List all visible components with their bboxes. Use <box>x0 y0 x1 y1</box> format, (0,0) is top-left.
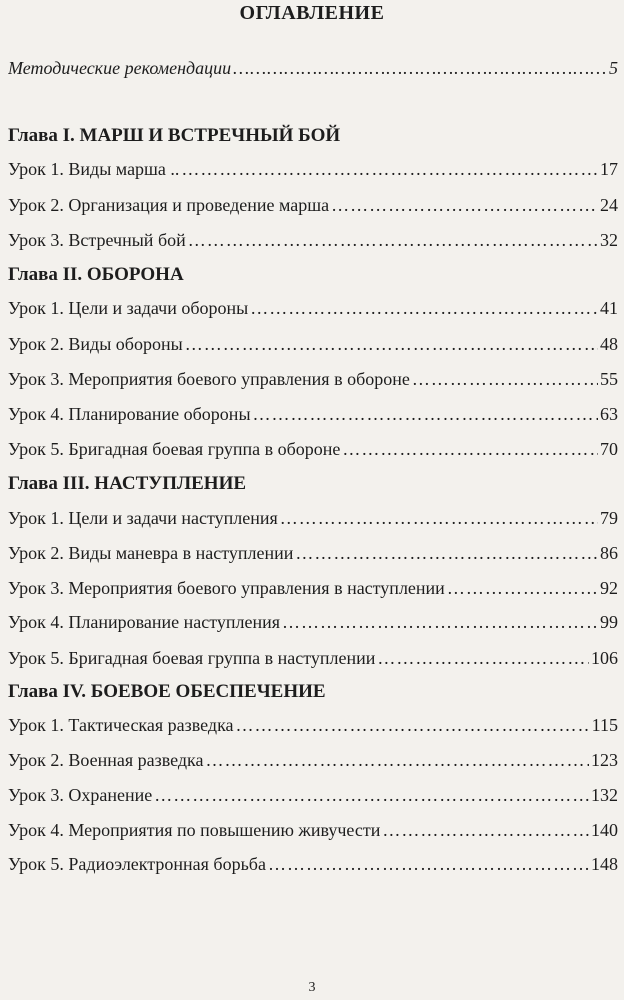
toc-entry-page: 140 <box>591 820 618 840</box>
chapter-heading-2: Глава II. ОБОРОНА <box>8 264 184 285</box>
dot-leader <box>236 715 590 736</box>
toc-entry[interactable] <box>8 439 618 465</box>
dot-leader <box>331 195 598 216</box>
toc-entry-label: Урок 5. Бригадная боевая группа в обороне <box>8 439 341 459</box>
toc-entry-label: Урок 3. Встречный бой <box>8 230 186 250</box>
toc-entry-page: 79 <box>600 508 618 528</box>
dot-leader <box>154 785 589 806</box>
toc-entry-page: 106 <box>591 648 618 668</box>
toc-entry-page: 132 <box>591 785 618 805</box>
chapter-heading-4: Глава IV. БОЕВОЕ ОБЕСПЕЧЕНИЕ <box>8 681 326 702</box>
toc-entry-page: 55 <box>600 369 618 389</box>
toc-entry[interactable] <box>8 715 618 741</box>
toc-entry-label: Урок 3. Мероприятия боевого управления в обороне <box>8 369 410 389</box>
toc-entry-label: Урок 4. Мероприятия по повышению живучести <box>8 820 381 840</box>
dot-leader <box>447 578 598 599</box>
dot-leader <box>342 439 598 460</box>
dot-leader <box>377 648 589 669</box>
toc-entry-label: Урок 2. Виды маневра в наступлении <box>8 543 294 563</box>
toc-entry-label: Урок 1. Цели и задачи обороны <box>8 298 249 318</box>
toc-entry-page: 99 <box>600 612 618 632</box>
toc-entry[interactable] <box>8 334 618 360</box>
toc-entry-label: Урок 3. Охранение <box>8 785 153 805</box>
toc-entry-page: 123 <box>591 750 618 770</box>
toc-entry[interactable] <box>8 298 618 324</box>
dot-leader <box>282 612 598 633</box>
dot-leader <box>188 230 598 251</box>
dot-leader <box>412 369 598 390</box>
toc-entry-label: Урок 5. Радиоэлектронная борьба <box>8 854 266 874</box>
toc-entry[interactable] <box>8 230 618 256</box>
toc-entry-page: 17 <box>600 159 618 179</box>
toc-entry-page: 148 <box>591 854 618 874</box>
dot-leader <box>253 404 598 425</box>
toc-entry[interactable] <box>8 612 618 638</box>
toc-entry[interactable] <box>8 404 618 430</box>
dot-leader <box>250 298 598 319</box>
toc-entry-label: Урок 3. Мероприятия боевого управления в наступлении <box>8 578 445 598</box>
toc-entry-page: 92 <box>600 578 618 598</box>
toc-entry[interactable] <box>8 369 618 395</box>
toc-entry[interactable] <box>8 578 618 604</box>
page-title: ОГЛАВЛЕНИЕ <box>239 2 385 24</box>
toc-entry-page: 63 <box>600 404 618 424</box>
toc-entry[interactable] <box>8 750 618 776</box>
toc-entry[interactable] <box>8 820 618 846</box>
toc-entry[interactable] <box>8 648 618 674</box>
toc-entry-label: Урок 2. Военная разведка <box>8 750 204 770</box>
dot-leader <box>206 750 589 771</box>
toc-entry-page: 48 <box>600 334 618 354</box>
toc-entry-label: Урок 4. Планирование обороны <box>8 404 251 424</box>
dot-leader <box>185 334 598 355</box>
toc-entry-label: Урок 1. Цели и задачи наступления <box>8 508 278 528</box>
toc-entry-page: 24 <box>600 195 618 215</box>
dot-leader <box>233 58 607 79</box>
page-number: 3 <box>308 980 316 995</box>
toc-entry-label: Урок 1. Тактическая разведка <box>8 715 234 735</box>
dot-leader <box>181 159 598 180</box>
toc-entry[interactable] <box>8 854 618 880</box>
toc-entry-label: Методические рекомендации <box>8 58 232 78</box>
toc-entry-label: Урок 5. Бригадная боевая группа в наступлении <box>8 648 376 668</box>
toc-entry-label: Урок 4. Планирование наступления <box>8 612 281 632</box>
toc-entry-page: 41 <box>600 298 618 318</box>
toc-entry-label: Урок 1. Виды марша .. <box>8 159 180 179</box>
dot-leader <box>382 820 589 841</box>
toc-entry-page: 32 <box>600 230 618 250</box>
dot-leader <box>295 543 598 564</box>
toc-entry-page: 86 <box>600 543 618 563</box>
toc-entry-page: 5 <box>609 58 618 78</box>
dot-leader <box>280 508 598 529</box>
chapter-heading-1: Глава I. МАРШ И ВСТРЕЧНЫЙ БОЙ <box>8 125 341 146</box>
toc-entry-intro[interactable] <box>8 58 618 84</box>
toc-entry[interactable] <box>8 543 618 569</box>
toc-entry[interactable] <box>8 195 618 221</box>
toc-entry[interactable] <box>8 785 618 811</box>
toc-entry-page: 115 <box>591 715 618 735</box>
dot-leader <box>268 854 589 875</box>
toc-entry[interactable] <box>8 159 618 185</box>
toc-entry[interactable] <box>8 508 618 534</box>
toc-entry-label: Урок 2. Виды обороны <box>8 334 183 354</box>
chapter-heading-3: Глава III. НАСТУПЛЕНИЕ <box>8 473 247 494</box>
toc-entry-label: Урок 2. Организация и проведение марша <box>8 195 330 215</box>
toc-entry-page: 70 <box>600 439 618 459</box>
